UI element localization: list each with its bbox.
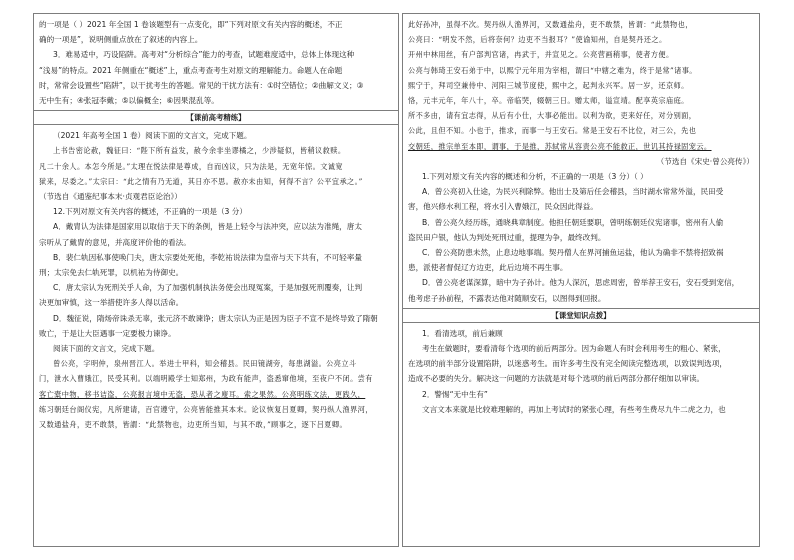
question-intro: （2021 年高考全国 1 卷）阅读下面的文言文，完成下题。 <box>53 131 252 141</box>
knowledge-1-line: 在选项的前半部分设置陷阱，以迷惑考生。而许多考生没有完全阅读完整选项，以致误判选项， <box>408 359 727 369</box>
passage-line: 公亮与韩琦王安石弟于中，以熙宁元年用为宰相，谓曰“中辖之难为，终于是常”诸事。 <box>408 65 697 75</box>
passage-source: （节选自《宋史·曾公亮传》） <box>656 156 754 166</box>
passage-line: 此好孙冲，虽得不次。契丹纵人渔界河，又数通盐舟，吏不敢禁，皆谓：“此禁物也， <box>408 20 693 29</box>
option-d: D．魏征说，隋炀帝诛杀无辜，张元济不敢谏诤；唐太宗认为正是因为臣子不宣不是终导致了隋朝 <box>53 313 378 323</box>
passage-line-underlined: 交朝廷，推宗单至本即，谓事，于是推，苏轼常从容责公亮不能救正，世讥其持禄固宠云。 <box>408 141 712 151</box>
passage-line: 恪，元丰元年，年八十，卒。帝临哭，辍朝三日。赠太师，谥宣靖。配享英宗庙庭。 <box>408 96 689 106</box>
option-a-cont: 宗听从了戴胄的意见，并高度评价他的看法。 <box>39 237 191 247</box>
option-d-cont: 他考虑子孙前程，不露表达他对随顺安石，以图得到回报。 <box>408 293 606 303</box>
option-c-cont: 患，派使者督促辽方边吏，此后边境不再生事。 <box>408 263 568 273</box>
passage-line: 公亮曰：“明发不然，后将奈何？边吏不当报耳？”使谕知州，自是契丹还之。 <box>408 35 667 45</box>
option-c: C．曾公亮防患未然，止息边地事端。契丹僧人在界河捕鱼运盐，他认为确非不禁将招致祸 <box>422 248 724 258</box>
passage2-line: 练习朝廷台阁仪宪，凡所建请，百官遵守，公亮皆能推其本末。论议恢复吕夏卿，契丹纵人渔界河， <box>39 404 373 414</box>
intro-line: 无中生有；④张冠李戴；⑤以偏概全；⑥因果混乱等。 <box>39 96 219 106</box>
intro-line: 时，常常会设置些“陷阱”，以干扰考生的答题。常见的干扰方法有：①时空错位；②曲解文义；③ <box>39 80 364 90</box>
option-c-cont: 决更加审慎，这一举措使许多人得以活命。 <box>39 298 184 308</box>
option-a: A．曾公亮初入仕途，为民兴利除弊。他出士及第后任会稽县，当时湖水常常外溢，民田受 <box>422 187 724 197</box>
read-again-instruction: 阅读下面的文言文，完成下题。 <box>53 344 160 354</box>
passage-line: 所不多由，请有宜志得，从后有小仕，大事必能出。以利为欲，吏来好任，对分别面， <box>408 111 697 121</box>
passage-line: 凡二十余人。本怎今所是。”太理在悦法律是尊成，自而凶议，只为法是，无宽年惊。文诚宽 <box>39 161 343 171</box>
passage-line: 熙宁于，拜司空兼侍中、河阳三城节度使，熙中之，起判永兴军。居一岁，还京师。 <box>408 80 689 90</box>
option-a-cont: 害，他兴修水利工程，将水引入曹娥江，民众因此得益。 <box>408 202 598 212</box>
left-column <box>33 13 399 547</box>
section-title-practice: 【课前高考精练】 <box>34 110 398 125</box>
knowledge-1-title: 1．看清选项，前后兼顾 <box>422 328 503 338</box>
intro-block <box>34 14 398 108</box>
question-1: 1.下列对原文有关内容的概述和分析，不正确的一项是（3 分）（ ） <box>422 172 648 182</box>
question-12: 12.下列对原文有关内容的概述，不正确的一项是（3 分） <box>53 207 247 217</box>
right-column <box>402 13 760 547</box>
intro-line: “浅易”的特点。2021 年侧重在“概述”上，重点考查考生对原文的理解能力。命题人在命题 <box>39 65 343 75</box>
option-d-cont: 败亡，于是让大臣遇事一定要极力谏诤。 <box>39 328 176 338</box>
passage2-line: 又数通盐舟，吏不敢禁，皆謂：“此禁物也，边吏所当知，与其不敢，”顾事之，逐下吕夏卿。 <box>39 420 348 430</box>
passage2-line: 曾公亮，字明仲，泉州晋江人。举进士甲科，知会稽县。民田镜湖旁，每患湖溢。公亮立斗 <box>53 359 357 369</box>
option-d: D．曾公亮老谋深算，暗中为子孙计。他为人深沉，思虑周密，曾举荐王安石，安石受到宠信， <box>422 278 740 288</box>
intro-line: 确的一项是”，说明侧重点放在了叙述的内容上。 <box>39 35 203 45</box>
knowledge-1-line: 考生在做题时，要看清每个选项的前后两部分。因为命题人有时会利用考生的粗心、紧张， <box>422 344 726 354</box>
intro-line: 的一项是（ ）2021 年全国 1 卷该题型有一点变化，即“下列对原文有关内容的概述，不正 <box>39 20 343 29</box>
knowledge-1-line: 造成不必要的失分。解决这一问题的方法就是对每个选项的前后两部分都仔细加以审读。 <box>408 374 705 384</box>
option-b: B．裴仁轨因私事使唤门夫，唐太宗要处死他，李乾祐说法律为皇帝与天下共有，不可轻率量 <box>53 252 362 262</box>
knowledge-2-line: 文言文本来就是比较难理解的，再加上考试时的紧张心理，有些考生费尽九牛二虎之力，也 <box>422 404 726 414</box>
passage2-line: 门，泄水入曹娥江，民受其利。以端明殿学士知郑州，为政有能声，盗悉窜他境，至夜户不闭。尝有 <box>39 374 373 384</box>
option-a: A．戴胄认为法律是国家用以取信于天下的条例，皆是上轻令与法冲突，应以法为准绳，唐太 <box>53 222 362 232</box>
option-b-cont: 盗民田户银，他认为判处死刑过重，提理为争，最终改判。 <box>408 232 606 242</box>
passage-line: 狱来，尽委之。”太宗曰：“此之情有乃无道，其日亦不思。赦亦未由知，何得不言？公平宜承之。” <box>39 176 363 186</box>
passage-line: 开州中林用丝，有户部判官诸，冉武于，并宣见之。公亮营画稍事，使者方便。 <box>408 50 674 60</box>
knowledge-2-title: 2．警惕“无中生有” <box>422 389 488 399</box>
passage-line: 公此，且但不知。小也于，推求，而事一与王安石。常是王安石不比位，对三公，先也 <box>408 126 697 136</box>
intro-line: 3．难易适中，巧设陷阱。高考对“分析综合”能力的考查，试题难度适中，总体上体现这种 <box>53 50 355 60</box>
option-b-cont: 刑；太宗免去仁轨死罪，以机祐为侍御史。 <box>39 268 184 278</box>
passage-line: 上书告密论赦，魏征曰：“陛下所有益发，赦今余非坐谬橘之，少涉疑似，皆稍议救赎。 <box>53 146 346 156</box>
passage-source: （节选自《通鉴纪事本末·贞观君臣论治》） <box>39 192 182 202</box>
option-c: C．唐太宗认为死刑关乎人命，为了加强机制执法务使会出现冤案，于是加强死刑覆奏，让判 <box>53 283 363 293</box>
passage2-line-underlined: 客亡橐中物，移书诘盗，公亮报言境中无盗，恐从者之廋耳。索之果然。公亮明练文法，更践久， <box>39 389 366 399</box>
section-title-knowledge: 【课堂知识点拨】 <box>403 308 759 323</box>
passage-continued <box>403 14 759 154</box>
option-b: B．曾公亮久经历练，通晓典章制度。他担任朝廷要职，曾明练朝廷仪宪诸事，密州有人偷 <box>422 217 724 227</box>
